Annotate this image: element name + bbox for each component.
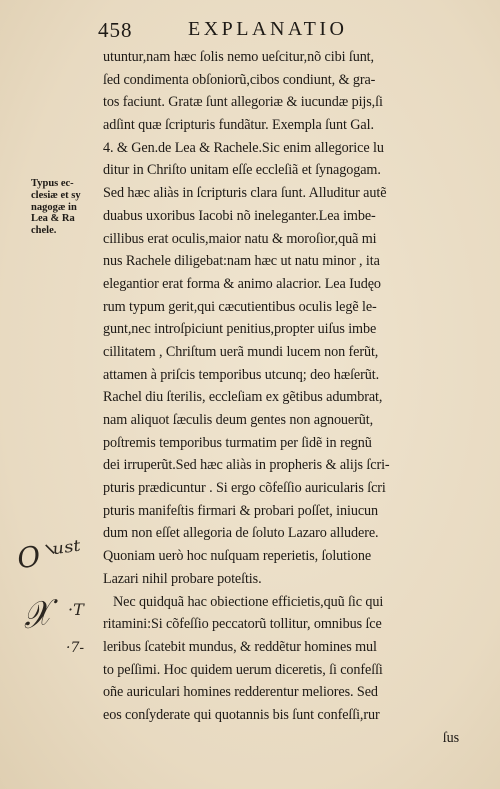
handwritten-annotation: ·7- xyxy=(66,640,85,656)
page-number: 458 xyxy=(98,18,133,42)
text-line: cillibus erat oculis,maior natu & moroſior,quã mi xyxy=(103,230,377,247)
text-line: utuntur,nam hæc ſolis nemo ueſcitur,nõ cibi ſunt, xyxy=(103,49,374,65)
text-line: ditur in Chriſto unitam eſſe eccleſiã et ſynagogam. xyxy=(103,162,381,179)
running-head: EXPLANATIO xyxy=(188,18,348,40)
text-line: pturis prædicuntur . Si ergo cõfeſſio auricularis ſcri xyxy=(103,480,386,497)
margin-note-line: Lea & Ra xyxy=(31,213,75,225)
margin-note xyxy=(31,178,101,237)
text-line: nam aliquot ſæculis deum gentes non agnouerũt, xyxy=(103,412,374,428)
handwritten-annotation: ·T xyxy=(68,600,84,619)
handwritten-annotation: O⸌ᵘˢᵗ xyxy=(15,533,84,576)
text-line: duabus uxoribus Iacobi nõ ineleganter.Lea imbe- xyxy=(103,207,376,224)
text-line: Lazari nihil probare poteſtis. xyxy=(103,570,262,587)
text-line: rum typum gerit,qui cæcutientibus oculis legẽ le- xyxy=(103,298,377,315)
text-line: oñe auriculari homines redderentur meliores. Sed xyxy=(103,684,378,701)
margin-note-line: chele. xyxy=(31,225,57,237)
margin-note-line: clesiæ et sy xyxy=(31,189,81,201)
text-line: eos conſyderate qui quotannis bis ſunt confeſſi,rur xyxy=(103,706,380,723)
text-line: dei irruperũt.Sed hæc aliàs in propheris & alijs ſcri- xyxy=(103,457,390,474)
catchword: ſus xyxy=(442,729,459,746)
text-line: cillitatem , Chriſtum uerã mundi lucem non ferũt, xyxy=(103,343,379,360)
paragraph-start-line: Nec quidquã hac obiectione efficietis,quũ ſic qui xyxy=(113,593,384,610)
text-line: attamen à priſcis temporibus utcunq; deo hæſerũt. xyxy=(103,366,380,383)
text-line: ritamini:Si cõfeſſio peccatorũ tollitur, omnibus ſce xyxy=(103,616,382,633)
text-line: Sed hæc aliàs in ſcripturis clara ſunt. Alluditur autẽ xyxy=(103,185,387,202)
text-line: to peſſimi. Hoc quidem uerum diceretis, ſi confeſſi xyxy=(103,661,383,678)
text-line: tos faciunt. Gratæ ſunt allegoriæ & iucundæ pijs,ſi xyxy=(103,94,383,111)
text-line: pturis manifeſtis firmari & probari poſſet, iniucun xyxy=(103,502,379,519)
body-text xyxy=(103,46,465,749)
text-line: ſed condimenta obſoniorũ,cibos condiunt, & gra- xyxy=(103,71,376,88)
margin-note-line: nagogæ in xyxy=(31,201,77,213)
text-line: 4. & Gen.de Lea & Rachele.Sic enim allegorice lu xyxy=(103,139,384,156)
text-line: elegantior erat forma & animo alacrior. Lea Iudęo xyxy=(103,275,381,292)
text-line: leribus ſcatebit mundus, & reddẽtur homines mul xyxy=(103,638,377,655)
text-line: gunt,nec introſpiciunt penitius,propter uiſus imbe xyxy=(103,321,377,338)
text-line: nus Rachele diligebat:nam hæc ut natu minor , ita xyxy=(103,253,380,270)
text-line: Rachel diu ſterilis, eccleſiam ex gẽtibus adumbrat, xyxy=(103,389,383,406)
text-line: poſtremis temporibus turmatim per ſidẽ in regnũ xyxy=(103,434,372,451)
text-line: dum non eſſet allegoria de ſoluto Lazaro alludere. xyxy=(103,525,379,542)
handwritten-annotation: 𝒳 xyxy=(18,592,56,638)
text-line: adſint quæ ſcripturis fundãtur. Exempla ſunt Gal. xyxy=(103,117,374,134)
text-line: Quoniam uerò hoc nuſquam reperietis, ſolutione xyxy=(103,548,372,565)
margin-note-line: Typus ec- xyxy=(31,178,74,189)
